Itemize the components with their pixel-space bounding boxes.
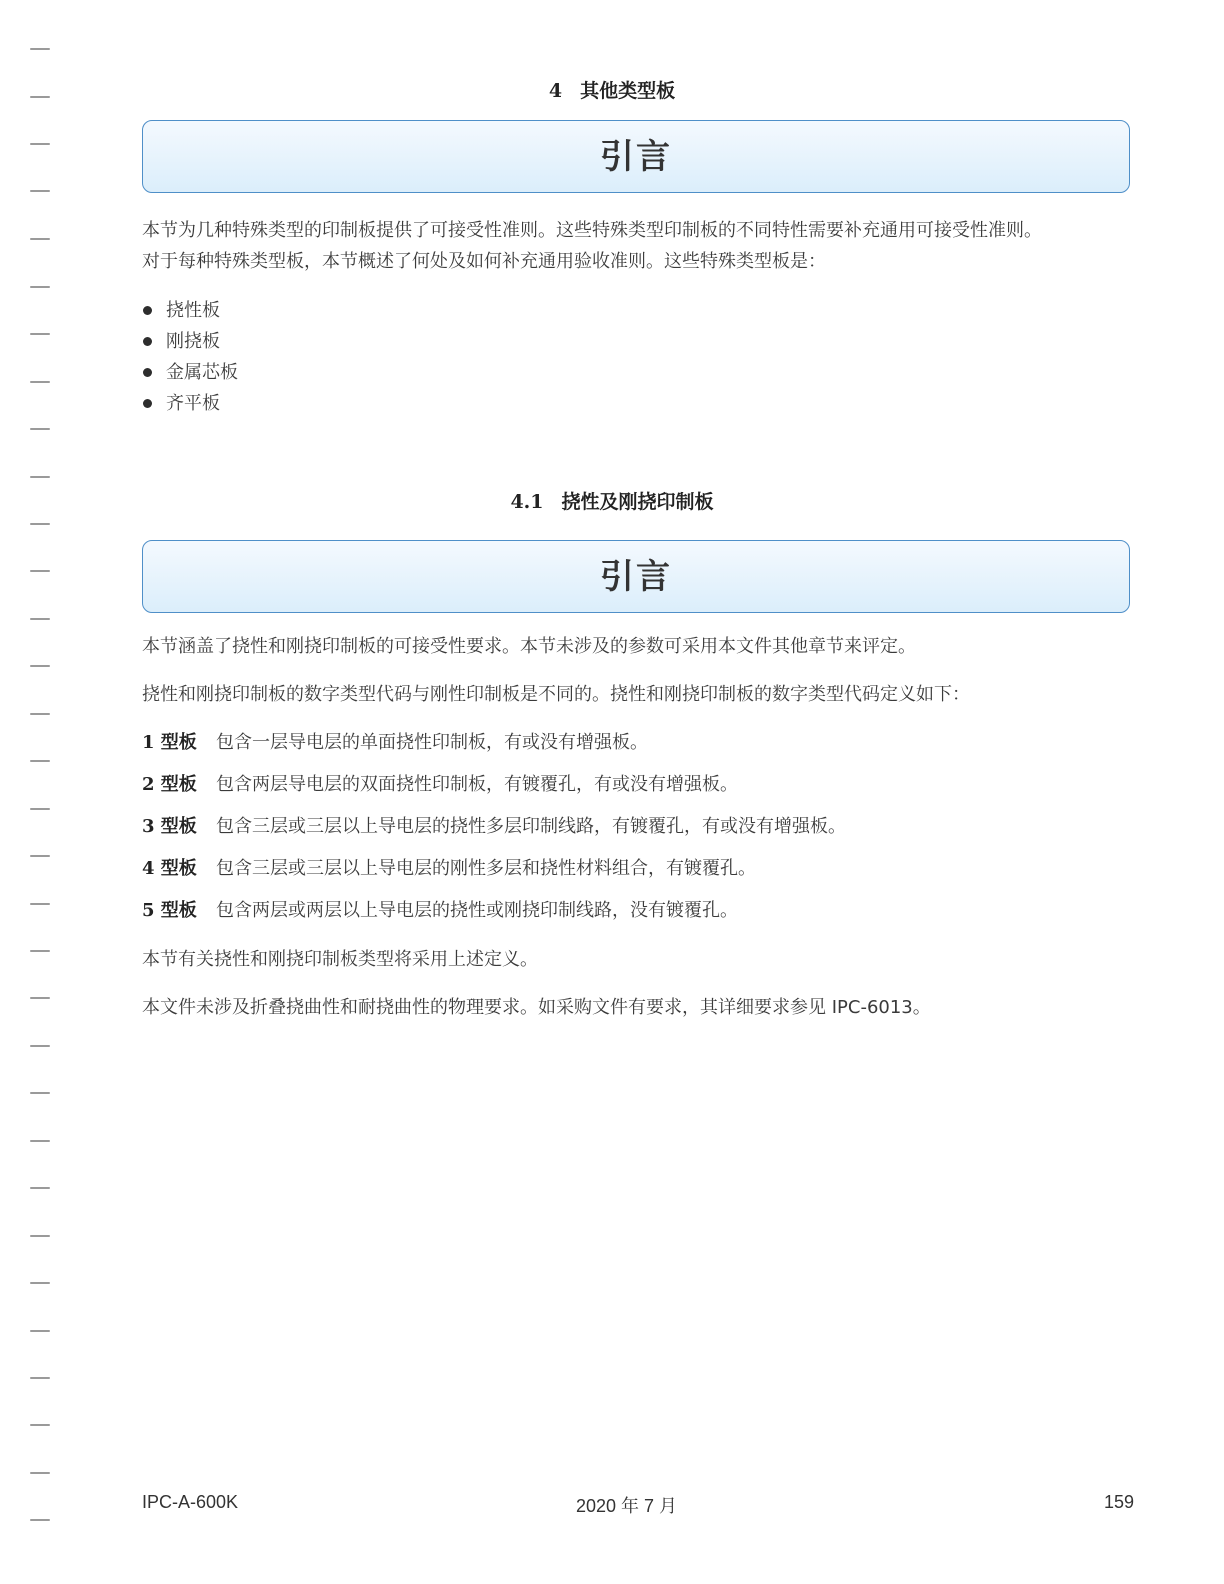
special-board-list xyxy=(142,295,238,419)
bullet-dot-icon xyxy=(143,337,152,346)
section-4-1-para-3: 本节有关挠性和刚挠印制板类型将采用上述定义。 xyxy=(142,949,538,970)
footer-date: 2020 年 7 月 xyxy=(576,1496,678,1516)
type-desc: 包含三层或三层以上导电层的挠性多层印制线路，有镀覆孔，有或没有增强板。 xyxy=(216,816,846,837)
section-4-para-1: 本节为几种特殊类型的印制板提供了可接受性准则。这些特殊类型印制板的不同特性需要补充通用可接受性准则。 xyxy=(142,220,1042,241)
binding-margin xyxy=(22,0,62,1584)
section-4-title-text: 其他类型板 xyxy=(580,80,676,102)
bullet-dot-icon xyxy=(143,368,152,377)
type-desc: 包含三层或三层以上导电层的刚性多层和挠性材料组合，有镀覆孔。 xyxy=(216,858,756,879)
type-row xyxy=(142,855,1132,883)
type-desc: 包含两层导电层的双面挠性印制板，有镀覆孔，有或没有增强板。 xyxy=(216,774,738,795)
section-4-title xyxy=(0,76,1224,103)
list-item: 挠性板 xyxy=(142,295,238,326)
page-number: 159 xyxy=(1103,1492,1134,1512)
bullet-dot-icon xyxy=(143,306,152,315)
list-item: 金属芯板 xyxy=(142,357,238,388)
section-4-1-number: 4.1 xyxy=(510,491,544,513)
section-4-intro-box xyxy=(142,120,1130,193)
list-item: 刚挠板 xyxy=(142,326,238,357)
section-4-1-title-text: 挠性及刚挠印制板 xyxy=(561,491,714,513)
type-label: 5 型板 xyxy=(142,900,197,921)
type-row xyxy=(142,813,1132,841)
type-label: 4 型板 xyxy=(142,858,197,879)
section-4-1-title xyxy=(0,487,1224,514)
type-label: 2 型板 xyxy=(142,774,197,795)
section-4-1-intro-heading: 引言 xyxy=(600,557,672,597)
type-desc: 包含两层或两层以上导电层的挠性或刚挠印制线路，没有镀覆孔。 xyxy=(216,900,738,921)
section-4-1-intro-box xyxy=(142,540,1130,613)
list-item: 齐平板 xyxy=(142,388,238,419)
type-row xyxy=(142,729,1132,757)
section-4-para-2: 对于每种特殊类型板，本节概述了何处及如何补充通用验收准则。这些特殊类型板是： xyxy=(142,251,826,272)
type-label: 1 型板 xyxy=(142,732,197,753)
footer-doc-id: IPC-A-600K xyxy=(142,1492,239,1512)
bullet-dot-icon xyxy=(143,399,152,408)
type-desc: 包含一层导电层的单面挠性印制板，有或没有增强板。 xyxy=(216,732,648,753)
section-4-intro-heading: 引言 xyxy=(600,137,672,177)
section-4-1-para-1: 本节涵盖了挠性和刚挠印制板的可接受性要求。本节未涉及的参数可采用本文件其他章节来评定。 xyxy=(142,636,916,657)
type-row xyxy=(142,771,1132,799)
section-4-1-para-2: 挠性和刚挠印制板的数字类型代码与刚性印制板是不同的。挠性和刚挠印制板的数字类型代码定义如下： xyxy=(142,684,970,705)
type-label: 3 型板 xyxy=(142,816,197,837)
section-4-number: 4 xyxy=(548,80,563,102)
section-4-1-para-4: 本文件未涉及折叠挠曲性和耐挠曲性的物理要求。如采购文件有要求，其详细要求参见 IPC-6013。 xyxy=(142,997,931,1018)
type-row xyxy=(142,897,1132,925)
